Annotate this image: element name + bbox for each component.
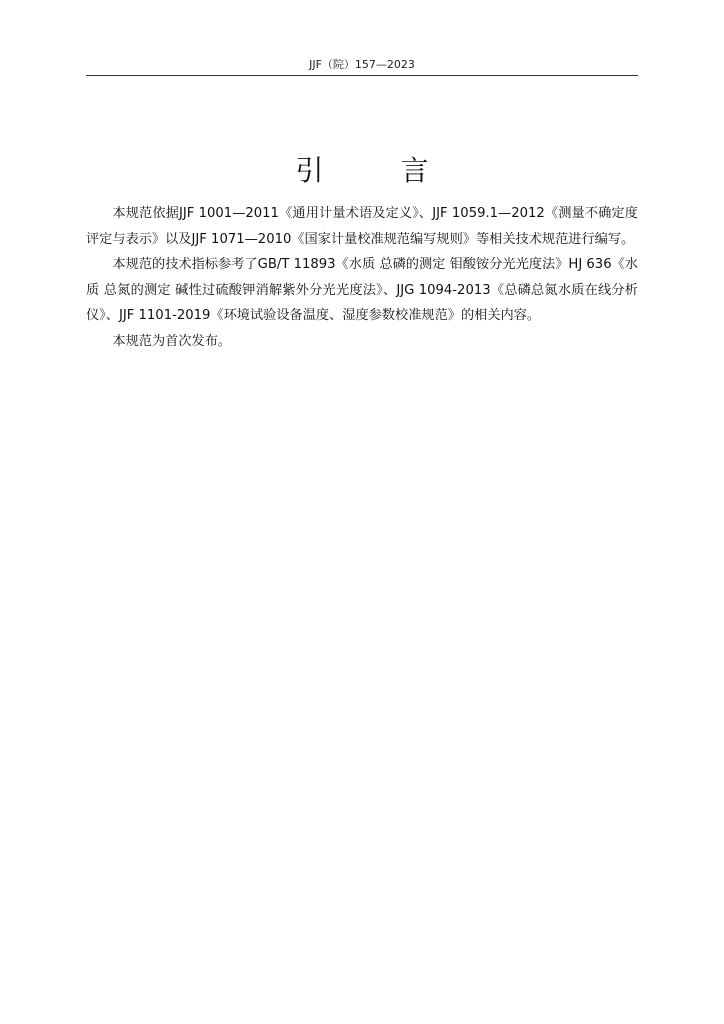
paragraph-references: 本规范的技术指标参考了GB/T 11893《水质 总磷的测定 钼酸铵分光光度法》HJ 636《水质 总氮的测定 碱性过硫酸钾消解紫外分光光度法》、JJG 1094-2013《总磷总氮水质在线分析仪》、JJF 1101-2019《环境试验设备温度、湿度参数校准规范》的相关内容。 xyxy=(86,257,638,323)
paragraph-basis: 本规范依据JJF 1001—2011《通用计量术语及定义》、JJF 1059.1—2012《测量不确定度评定与表示》以及JJF 1071—2010《国家计量校准规范编写规则》等相关技术规范进行编写。 xyxy=(86,206,638,247)
section-title: 引 言 xyxy=(295,153,463,187)
header-rule xyxy=(86,75,638,76)
paragraph-first-release: 本规范为首次发布。 xyxy=(112,333,232,349)
body-text xyxy=(86,201,638,354)
running-header: JJF（院）157—2023 xyxy=(309,58,415,71)
